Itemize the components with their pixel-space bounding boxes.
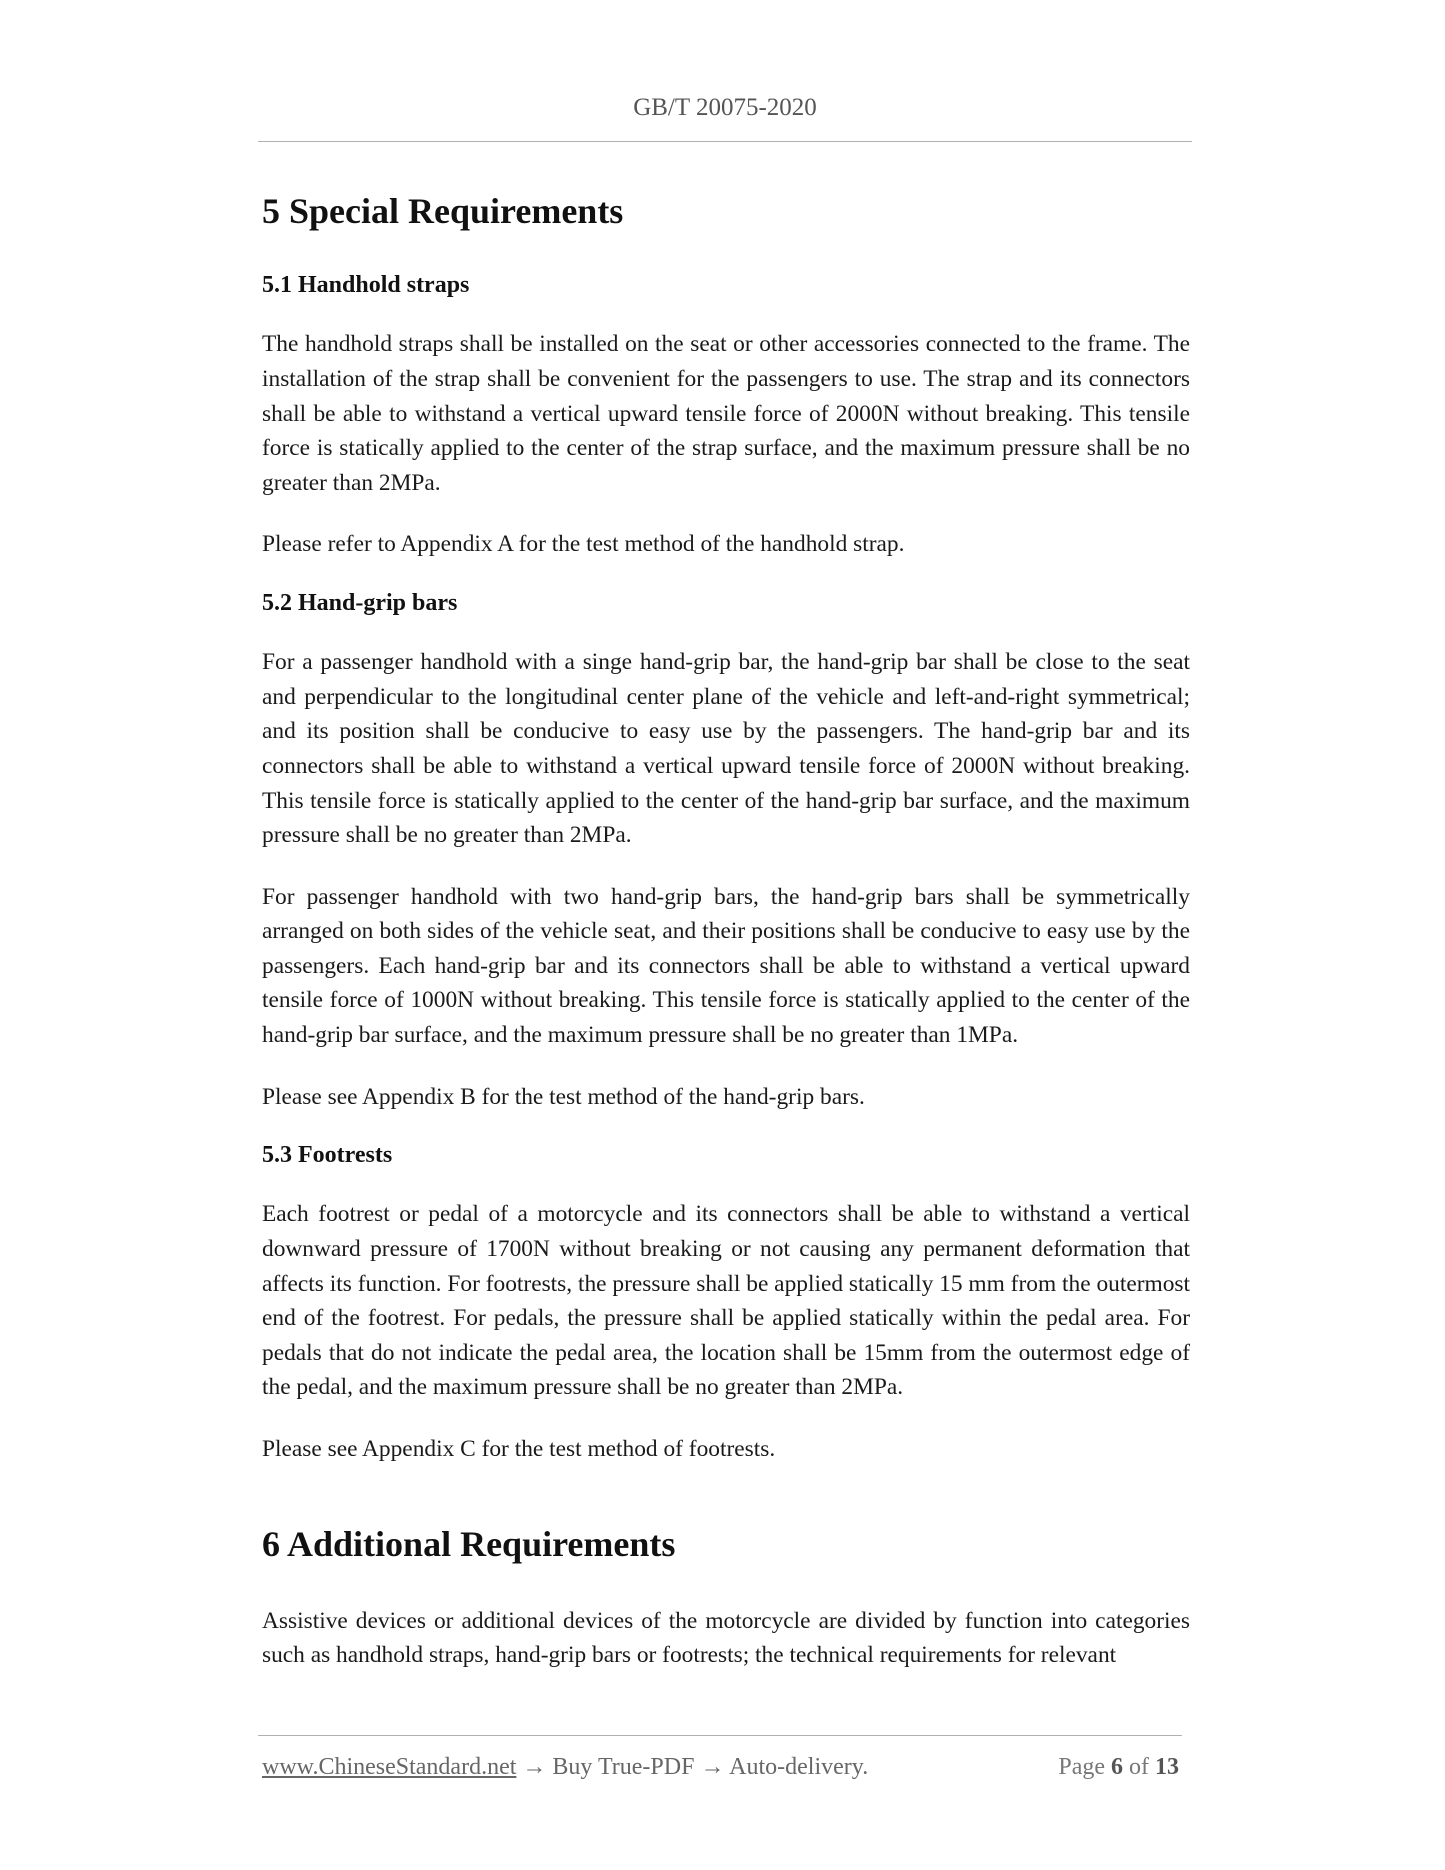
page-total: 13 <box>1155 1754 1179 1780</box>
page-indicator <box>1058 1754 1179 1781</box>
section-5-2-paragraph-1: For a passenger handhold with a singe hand-grip bar, the hand-grip bar shall be close to the seat and perpendicular to the longitudinal center plane of the vehicle and left-and-right symmetrical; and its position shall be conducive to easy use by the passengers. The hand-grip bar and its connectors shall be able to withstand a vertical upward tensile force of 2000N without breaking. This tensile force is statically applied to the center of the hand-grip bar surface, and the maximum pressure shall be no greater than 2MPa. <box>262 649 1190 849</box>
arrow-right-icon: → <box>700 1754 725 1780</box>
arrow-right-icon: → <box>522 1754 547 1780</box>
buy-pdf-text: Buy True-PDF <box>552 1754 695 1780</box>
section-5-3-paragraph-1: Each footrest or pedal of a motorcycle and its connectors shall be able to withstand a vertical downward pressure of 1700N without breaking or not causing any permanent deformation that affects its function. For footrests, the pressure shall be applied statically 15 mm from the outermost end of the footrest. For pedals, the pressure shall be applied statically within the pedal area. For pedals that do not indicate the pedal area, the location shall be 15mm from the outermost edge of the pedal, and the maximum pressure shall be no greater than 2MPa. <box>262 1201 1190 1401</box>
section-5-title: 5 Special Requirements <box>262 191 624 231</box>
of-label: of <box>1129 1754 1149 1780</box>
section-5-2-paragraph-3: Please see Appendix B for the test method of the hand-grip bars. <box>262 1083 865 1110</box>
section-5-2-title: 5.2 Hand-grip bars <box>262 589 458 616</box>
section-5-1-title: 5.1 Handhold straps <box>262 272 470 299</box>
section-6-title: 6 Additional Requirements <box>262 1523 676 1564</box>
page-label: Page <box>1058 1754 1105 1780</box>
header-divider <box>258 141 1192 142</box>
section-5-1-paragraph-1: The handhold straps shall be installed on the seat or other accessories connected to the frame. The installation of the strap shall be convenient for the passengers to use. The strap and its connectors shall be able to withstand a vertical upward tensile force of 2000N without breaking. This tensile force is statically applied to the center of the strap surface, and the maximum pressure shall be no greater than 2MPa. <box>262 331 1190 496</box>
section-5-3-paragraph-2: Please see Appendix C for the test method of footrests. <box>262 1436 776 1462</box>
page-current: 6 <box>1111 1754 1123 1780</box>
footer-divider <box>258 1735 1182 1736</box>
page-content <box>262 190 1190 1673</box>
section-5-2-paragraph-2: For passenger handhold with two hand-grip bars, the hand-grip bars shall be symmetrically arranged on both sides of the vehicle seat, and their positions shall be conducive to easy use by the passengers. Each hand-grip bar and its connectors shall be able to withstand a vertical upward tensile force of 1000N without breaking. This tensile force is statically applied to the center of the hand-grip bar surface, and the maximum pressure shall be no greater than 1MPa. <box>262 883 1190 1049</box>
footer-promo <box>262 1754 868 1781</box>
section-6-paragraph-1: Assistive devices or additional devices of the motorcycle are divided by function into categories such as handhold straps, hand-grip bars or footrests; the technical requirements for relevant <box>262 1607 1190 1669</box>
section-5-3-title: 5.3 Footrests <box>262 1142 393 1169</box>
document-header: GB/T 20075-2020 <box>633 94 817 121</box>
section-5-1-paragraph-2: Please refer to Appendix A for the test method of the handhold strap. <box>262 531 905 558</box>
auto-delivery-text: Auto-delivery. <box>729 1754 869 1780</box>
website-link[interactable]: www.ChineseStandard.net <box>262 1754 517 1780</box>
